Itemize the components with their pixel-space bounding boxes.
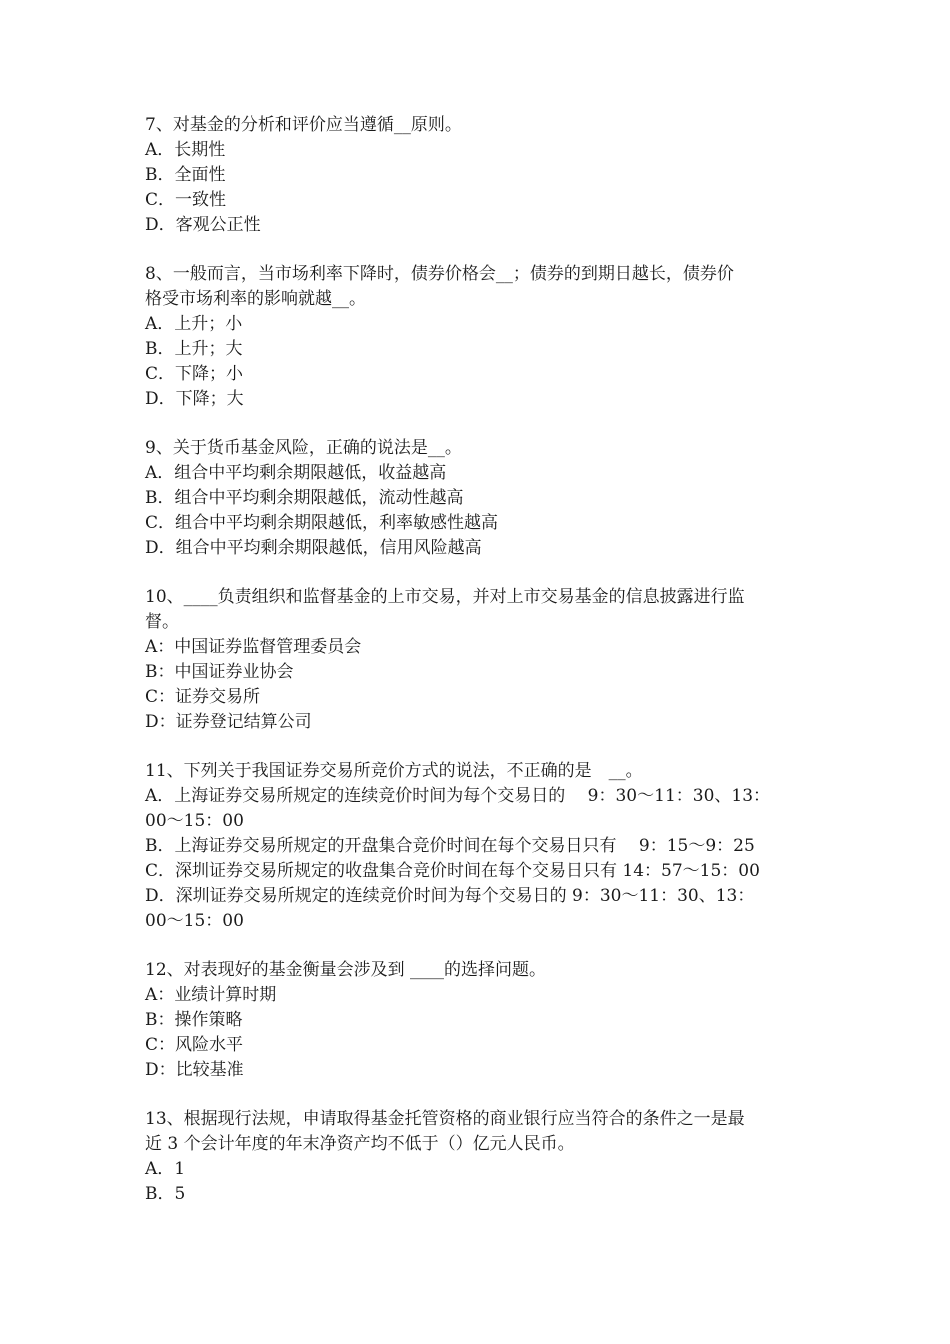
option-c: C：风险水平 [145,1035,244,1055]
option-a: A：业绩计算时期 [145,985,277,1005]
option-c: C．组合中平均剩余期限越低，利率敏感性越高 [145,513,499,533]
option-c: C．一致性 [145,190,227,210]
option-a: A．组合中平均剩余期限越低，收益越高 [145,463,447,483]
question-stem-continued: 近 3 个会计年度的年末净资产均不低于（）亿元人民币。 [145,1134,575,1154]
option-b: B．上升；大 [145,339,243,359]
option-d: D．深圳证券交易所规定的连续竞价时间为每个交易日的 9：30～11：30、13： [145,886,755,906]
question-9 [145,436,810,561]
question-stem-continued: 督。 [145,612,179,632]
option-d: D：比较基准 [145,1060,244,1080]
option-d: D．客观公正性 [145,215,261,235]
option-a-continued: 00～15：00 [145,811,244,831]
option-d: D．组合中平均剩余期限越低，信用风险越高 [145,538,482,558]
option-d: D：证券登记结算公司 [145,712,312,732]
question-10 [145,585,810,735]
question-stem: 11、下列关于我国证券交易所竞价方式的说法，不正确的是 __。 [145,761,643,781]
question-stem: 9、关于货币基金风险，正确的说法是__。 [145,438,462,458]
question-stem: 13、根据现行法规，申请取得基金托管资格的商业银行应当符合的条件之一是最 [145,1109,745,1129]
option-a: A：中国证券监督管理委员会 [145,637,362,657]
option-a: A．长期性 [145,140,226,160]
option-b: B．组合中平均剩余期限越低，流动性越高 [145,488,464,508]
question-stem: 12、对表现好的基金衡量会涉及到 ____的选择问题。 [145,960,547,980]
question-stem-continued: 格受市场利率的影响就越__。 [145,289,366,309]
option-a: A．上升；小 [145,314,243,334]
option-b: B．5 [145,1184,186,1204]
option-a: A．1 [145,1159,186,1179]
question-stem: 8、一般而言，当市场利率下降时，债券价格会__；债券的到期日越长，债券价 [145,264,734,284]
question-11 [145,759,810,934]
option-b: B：中国证券业协会 [145,662,294,682]
question-8 [145,262,810,412]
option-b: B．上海证券交易所规定的开盘集合竞价时间在每个交易日只有 9：15～9：25 [145,836,755,856]
option-b: B：操作策略 [145,1010,243,1030]
option-c: C．下降；小 [145,364,244,384]
option-d: D．下降；大 [145,389,244,409]
document-page [145,113,810,1231]
question-stem: 7、对基金的分析和评价应当遵循__原则。 [145,115,462,135]
question-stem: 10、____负责组织和监督基金的上市交易，并对上市交易基金的信息披露进行监 [145,587,745,607]
question-7 [145,113,810,238]
option-d-continued: 00～15：00 [145,911,244,931]
option-b: B．全面性 [145,165,226,185]
option-c: C：证券交易所 [145,687,261,707]
question-13 [145,1107,810,1207]
question-12 [145,958,810,1083]
option-a: A．上海证券交易所规定的连续竞价时间为每个交易日的 9：30～11：30、13： [145,786,771,806]
option-c: C．深圳证券交易所规定的收盘集合竞价时间在每个交易日只有 14：57～15：00 [145,861,760,881]
